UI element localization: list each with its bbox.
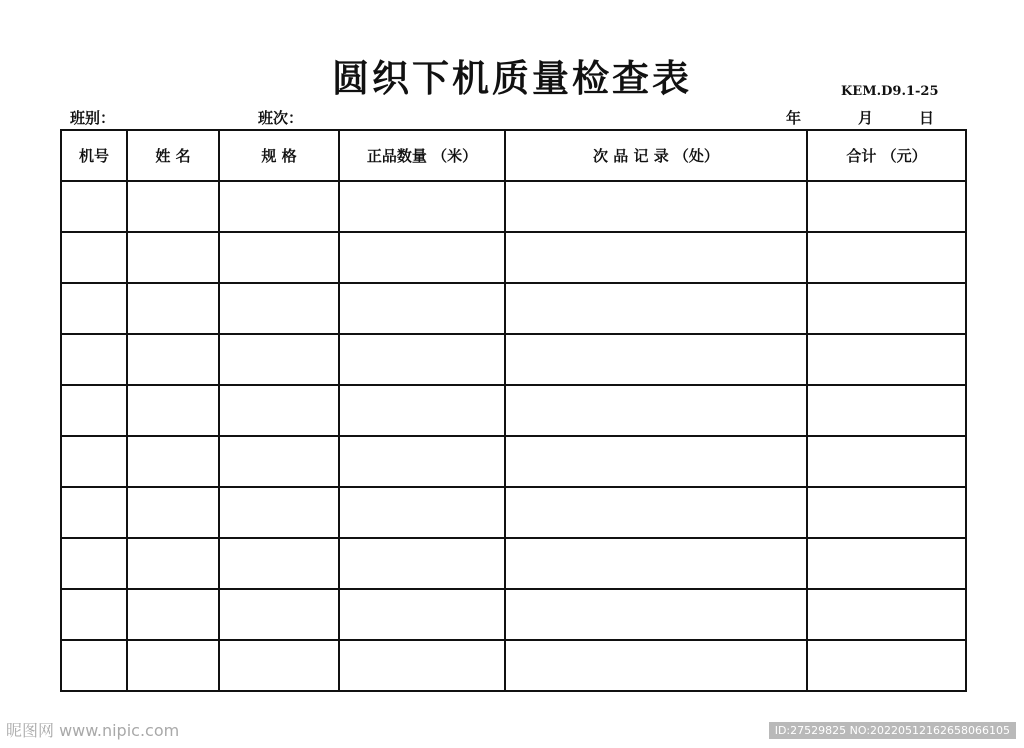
table-cell[interactable] <box>339 538 505 589</box>
table-cell[interactable] <box>127 385 219 436</box>
column-header: 合计 （元） <box>807 130 966 181</box>
table-cell[interactable] <box>61 487 127 538</box>
form-code: KEM.D9.1-25 <box>841 84 939 99</box>
column-header: 次 品 记 录 （处） <box>505 130 807 181</box>
table-row <box>61 640 966 691</box>
table-cell[interactable] <box>807 385 966 436</box>
table-cell[interactable] <box>505 232 807 283</box>
table-cell[interactable] <box>339 640 505 691</box>
watermark-id: ID:27529825 NO:20220512162658066105 <box>769 722 1016 739</box>
table-cell[interactable] <box>219 232 339 283</box>
table-cell[interactable] <box>505 640 807 691</box>
table-cell[interactable] <box>807 436 966 487</box>
table-row <box>61 385 966 436</box>
table-row <box>61 589 966 640</box>
month-label: 月 <box>858 109 874 127</box>
table-cell[interactable] <box>505 589 807 640</box>
table-cell[interactable] <box>61 181 127 232</box>
table-cell[interactable] <box>339 589 505 640</box>
table-cell[interactable] <box>807 232 966 283</box>
table-cell[interactable] <box>505 538 807 589</box>
table-cell[interactable] <box>219 538 339 589</box>
table-cell[interactable] <box>219 487 339 538</box>
table-cell[interactable] <box>339 283 505 334</box>
table-cell[interactable] <box>127 538 219 589</box>
table-cell[interactable] <box>127 283 219 334</box>
table-row <box>61 538 966 589</box>
table-cell[interactable] <box>505 334 807 385</box>
table-cell[interactable] <box>219 283 339 334</box>
table-cell[interactable] <box>61 232 127 283</box>
year-label: 年 <box>786 109 802 127</box>
table-cell[interactable] <box>807 283 966 334</box>
table-cell[interactable] <box>807 334 966 385</box>
table-cell[interactable] <box>219 385 339 436</box>
table-cell[interactable] <box>505 385 807 436</box>
table-cell[interactable] <box>219 181 339 232</box>
table-cell[interactable] <box>807 538 966 589</box>
table-cell[interactable] <box>505 283 807 334</box>
table-cell[interactable] <box>61 436 127 487</box>
watermark-logo: 昵图网 www.nipic.com <box>6 721 180 740</box>
table-body <box>61 181 966 691</box>
table-cell[interactable] <box>127 334 219 385</box>
table-cell[interactable] <box>61 334 127 385</box>
table-cell[interactable] <box>219 640 339 691</box>
table-cell[interactable] <box>61 538 127 589</box>
table-cell[interactable] <box>807 181 966 232</box>
table-cell[interactable] <box>339 334 505 385</box>
table-cell[interactable] <box>127 487 219 538</box>
column-header: 姓 名 <box>127 130 219 181</box>
day-label: 日 <box>919 109 935 127</box>
column-header: 正品数量 （米） <box>339 130 505 181</box>
shift-label: 班次： <box>258 109 304 127</box>
table-cell[interactable] <box>339 436 505 487</box>
table-cell[interactable] <box>61 385 127 436</box>
column-header: 规 格 <box>219 130 339 181</box>
table-cell[interactable] <box>339 487 505 538</box>
table-cell[interactable] <box>505 181 807 232</box>
table-cell[interactable] <box>61 640 127 691</box>
table-cell[interactable] <box>127 589 219 640</box>
table-row <box>61 283 966 334</box>
table-cell[interactable] <box>219 589 339 640</box>
table-cell[interactable] <box>61 589 127 640</box>
table-cell[interactable] <box>339 181 505 232</box>
table-row <box>61 334 966 385</box>
inspection-table <box>60 129 967 692</box>
table-row <box>61 232 966 283</box>
team-label: 班别： <box>70 109 116 127</box>
table-cell[interactable] <box>505 487 807 538</box>
table-cell[interactable] <box>219 436 339 487</box>
table-cell[interactable] <box>807 589 966 640</box>
column-header: 机号 <box>61 130 127 181</box>
table-cell[interactable] <box>219 334 339 385</box>
table-cell[interactable] <box>339 232 505 283</box>
table-cell[interactable] <box>807 640 966 691</box>
table-cell[interactable] <box>127 181 219 232</box>
table-cell[interactable] <box>339 385 505 436</box>
table-row <box>61 436 966 487</box>
table-cell[interactable] <box>127 232 219 283</box>
table-row <box>61 487 966 538</box>
form-title: 圆织下机质量检查表 <box>332 56 692 100</box>
table-cell[interactable] <box>61 283 127 334</box>
table-cell[interactable] <box>127 640 219 691</box>
table-cell[interactable] <box>807 487 966 538</box>
table-row <box>61 181 966 232</box>
table-cell[interactable] <box>505 436 807 487</box>
table-cell[interactable] <box>127 436 219 487</box>
table-header-row <box>61 130 966 181</box>
